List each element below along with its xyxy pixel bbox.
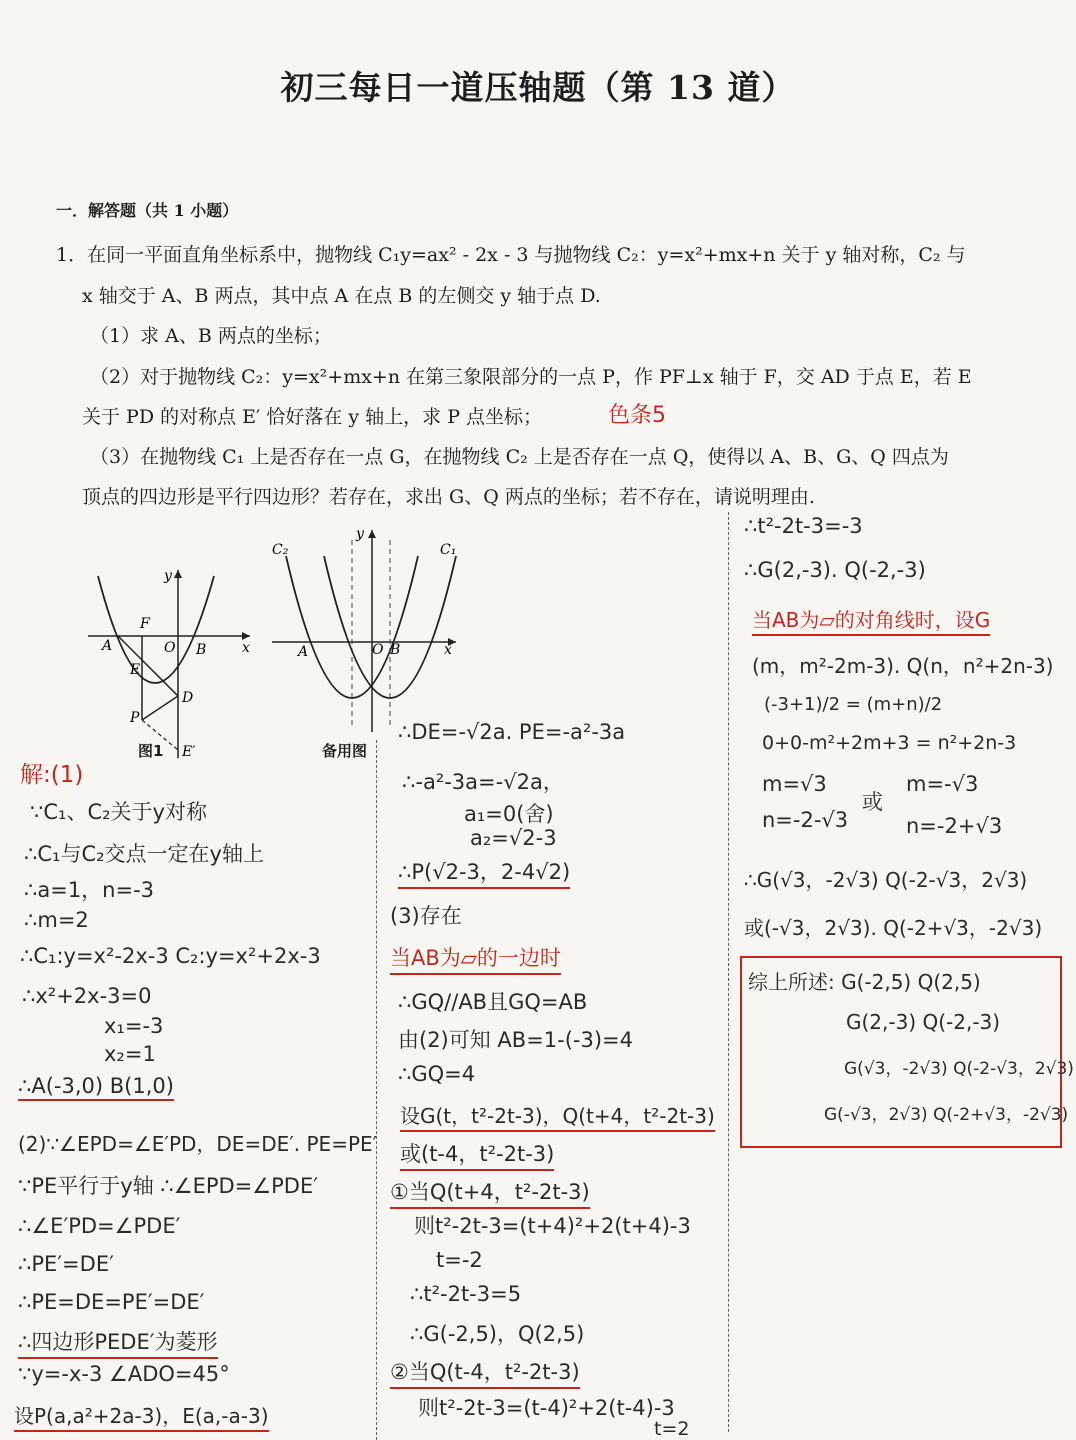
fig2-label-c1: C₁ xyxy=(440,542,457,558)
col3-line: 或(-√3，2√3). Q(-2+√3，-2√3) xyxy=(744,916,1043,940)
col2-line: 则t²-2t-3=(t-4)²+2(t-4)-3 xyxy=(418,1396,675,1420)
question-3-line-2: 顶点的四边形是平行四边形？若存在，求出 G、Q 两点的坐标；若不存在，请说明理由. xyxy=(82,486,815,508)
fig1-label-d: D xyxy=(182,690,194,706)
summary-line: 综上所述: G(-2,5) Q(2,5) xyxy=(748,970,981,994)
summary-line: G(-√3，2√3) Q(-2+√3，-2√3) xyxy=(824,1105,1069,1125)
col1-line: x₁=-3 xyxy=(104,1014,164,1038)
problem-line-1: 1．在同一平面直角坐标系中，抛物线 C₁y=ax² - 2x - 3 与抛物线 C₂：y=x²+mx+n 关于 y 轴对称，C₂ 与 xyxy=(56,244,966,266)
col2-line: 或(t-4，t²-2t-3) xyxy=(400,1138,554,1171)
col1-line: ∴PE′=DE′ xyxy=(18,1252,114,1276)
question-2-mark: 色条5 xyxy=(608,403,666,428)
col3-line: n=-2+√3 xyxy=(906,814,1003,838)
column-divider-left xyxy=(376,740,377,1440)
fig1-label-y: y xyxy=(164,568,172,584)
figure-2-graph xyxy=(266,520,466,735)
figure-1-graph xyxy=(84,560,264,760)
col1-line: ∴C₁与C₂交点一定在y轴上 xyxy=(24,842,264,866)
col3-line: (-3+1)/2 = (m+n)/2 xyxy=(764,694,943,715)
col1-line: ∴a=1，n=-3 xyxy=(24,878,155,902)
fig2-label-b: B xyxy=(390,642,401,658)
col1-line: x₂=1 xyxy=(104,1042,156,1066)
col1-line: ∴C₁:y=x²-2x-3 C₂:y=x²+2x-3 xyxy=(20,944,321,968)
col3-line: 0+0-m²+2m+3 = n²+2n-3 xyxy=(762,732,1017,754)
fig1-label-x: x xyxy=(242,640,250,656)
col1-line: ∵C₁、C₂关于y对称 xyxy=(30,800,207,824)
col2-line: ∴GQ//AB且GQ=AB xyxy=(398,990,588,1014)
fig2-label-x: x xyxy=(444,642,452,658)
figure-2-caption: 备用图 xyxy=(322,742,368,760)
col2-line: 设G(t，t²-2t-3)，Q(t+4，t²-2t-3) xyxy=(400,1100,715,1132)
col1-line: ∴四边形PEDE′为菱形 xyxy=(18,1326,218,1359)
fig2-label-c2: C₂ xyxy=(272,542,289,558)
column-divider-right xyxy=(728,512,729,1432)
question-3-line-1: （3）在抛物线 C₁ 上是否存在一点 G，在抛物线 C₂ 上是否存在一点 Q，使得以 A、B、G、Q 四点为 xyxy=(90,446,949,468)
col1-line: ∴∠E′PD=∠PDE′ xyxy=(18,1214,181,1238)
col3-line: ∴t²-2t-3=-3 xyxy=(744,514,863,538)
col2-line: ①当Q(t+4，t²-2t-3) xyxy=(390,1176,590,1209)
col3-line: ∴G(√3，-2√3) Q(-2-√3，2√3) xyxy=(744,868,1028,892)
col3-line: ∴G(2,-3). Q(-2,-3) xyxy=(744,558,926,582)
problem-line-2: x 轴交于 A、B 两点，其中点 A 在点 B 的左侧交 y 轴于点 D. xyxy=(82,285,601,307)
col2-line: 由(2)可知 AB=1-(-3)=4 xyxy=(398,1028,634,1052)
page-title: 初三每日一道压轴题（第 13 道） xyxy=(280,68,796,107)
col1-line: ∵y=-x-3 ∠ADO=45° xyxy=(18,1362,230,1386)
col1-line: 解:(1) xyxy=(20,762,84,788)
figure-1-caption: 图1 xyxy=(138,742,164,760)
fig2-label-y: y xyxy=(356,526,364,542)
col1-line: ∵PE平行于y轴 ∴∠EPD=∠PDE′ xyxy=(18,1174,318,1198)
summary-line: G(√3，-2√3) Q(-2-√3，2√3) xyxy=(844,1059,1074,1079)
fig1-label-e-prime: E′ xyxy=(182,744,196,760)
col2-line: t=-2 xyxy=(436,1248,483,1272)
col2-line: ∴-a²-3a=-√2a， xyxy=(402,770,564,794)
col2-line: 当AB为▱的一边时 xyxy=(390,942,561,975)
col1-line: ∴PE=DE=PE′=DE′ xyxy=(18,1290,205,1314)
fig1-label-a: A xyxy=(102,638,113,654)
col1-line: 设P(a,a²+2a-3)，E(a,-a-3) xyxy=(14,1400,269,1432)
col3-line: m=√3 xyxy=(762,772,827,796)
col1-line: (2)∵∠EPD=∠E′PD，DE=DE′. PE=PE′ xyxy=(18,1132,378,1156)
col3-line: (m，m²-2m-3). Q(n，n²+2n-3) xyxy=(752,654,1054,678)
question-2-line-2: 关于 PD 的对称点 E′ 恰好落在 y 轴上，求 P 点坐标； xyxy=(82,406,543,428)
col3-line: 当AB为▱的对角线时，设G xyxy=(752,604,990,636)
col2-line: t=2 xyxy=(654,1418,690,1440)
col1-line: ∴m=2 xyxy=(24,908,89,932)
col2-line: ∴t²-2t-3=5 xyxy=(410,1282,522,1306)
fig2-label-o: O xyxy=(372,642,384,658)
fig1-label-p: P xyxy=(130,710,140,726)
fig1-label-e: E xyxy=(130,662,141,678)
col1-line: ∴x²+2x-3=0 xyxy=(22,984,152,1008)
fig1-label-b: B xyxy=(196,642,207,658)
col2-line: ∴GQ=4 xyxy=(398,1062,476,1086)
col2-line: ∴P(√2-3，2-4√2) xyxy=(398,856,570,889)
fig2-label-a: A xyxy=(298,644,309,660)
col2-line: ②当Q(t-4，t²-2t-3) xyxy=(390,1356,580,1389)
col3-line: 或 xyxy=(862,790,883,814)
summary-line: G(2,-3) Q(-2,-3) xyxy=(846,1010,1001,1034)
col3-line: m=-√3 xyxy=(906,772,979,796)
fig1-label-o: O xyxy=(164,640,176,656)
question-1: （1）求 A、B 两点的坐标； xyxy=(90,325,332,347)
col2-line: ∴DE=-√2a. PE=-a²-3a xyxy=(398,720,626,744)
question-2-line-1: （2）对于抛物线 C₂：y=x²+mx+n 在第三象限部分的一点 P，作 PF⊥x 轴于 F，交 AD 于点 E，若 E xyxy=(90,366,972,388)
col3-line: n=-2-√3 xyxy=(762,808,849,832)
col2-line: 则t²-2t-3=(t+4)²+2(t+4)-3 xyxy=(414,1214,691,1238)
col1-line: ∴A(-3,0) B(1,0) xyxy=(18,1074,174,1101)
fig1-label-f: F xyxy=(140,616,150,632)
section-heading: 一．解答题（共 1 小题） xyxy=(56,201,239,220)
col2-line: a₁=0(舍) xyxy=(464,802,554,826)
col2-line: (3)存在 xyxy=(390,904,462,928)
col2-line: a₂=√2-3 xyxy=(470,826,557,850)
col2-line: ∴G(-2,5)，Q(2,5) xyxy=(410,1322,585,1346)
